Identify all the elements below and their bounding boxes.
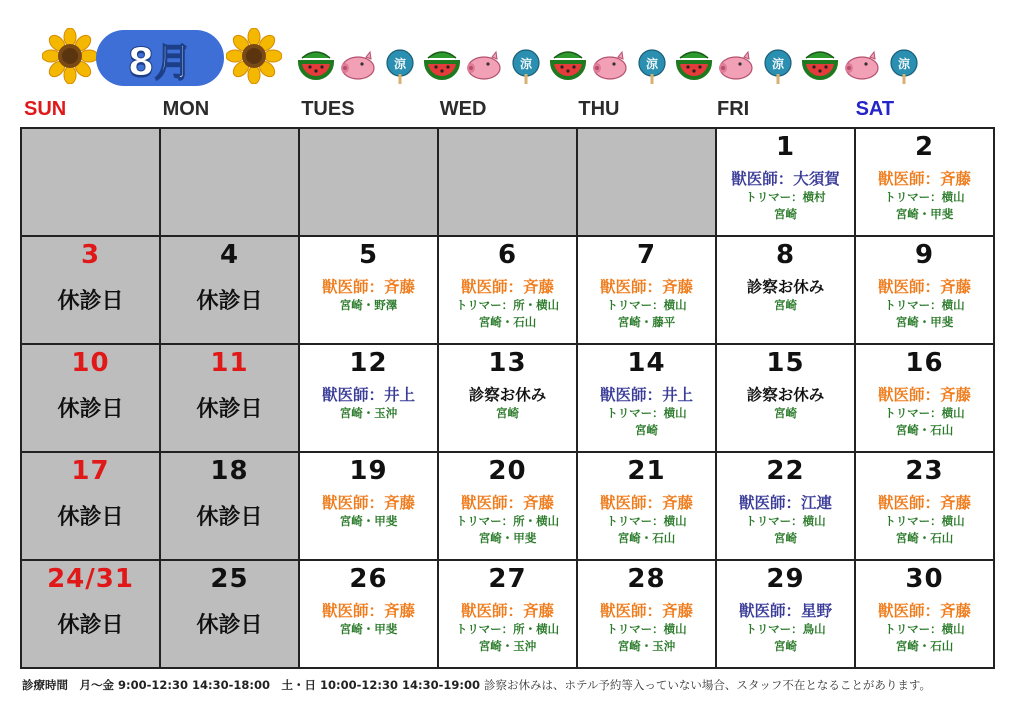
empty-day-cell <box>299 128 438 236</box>
trimmer-label: トリマー：横山 <box>745 514 826 528</box>
fan-kanji-label: 涼 <box>771 57 785 71</box>
veterinarian-label: 獣医師：斉藤 <box>460 494 554 512</box>
weekday-label-thu: THU <box>578 98 620 120</box>
staff-label: 宮崎・野澤 <box>339 298 398 312</box>
calendar-week-row <box>21 128 994 236</box>
day-number: 13 <box>488 348 527 378</box>
uchiwa-fan-icon <box>760 48 796 84</box>
closed-day-label: 休診日 <box>57 505 124 530</box>
closed-day-label: 休診日 <box>57 613 124 638</box>
veterinarian-label: 獣医師：斉藤 <box>599 602 693 620</box>
day-number: 14 <box>627 348 666 378</box>
day-number: 27 <box>488 564 527 594</box>
footer <box>22 677 1012 697</box>
day-number: 19 <box>349 456 388 486</box>
veterinarian-label: 獣医師：井上 <box>599 386 693 404</box>
day-cell-27 <box>438 560 577 668</box>
staff-label: 宮崎・石山 <box>895 639 954 653</box>
uchiwa-fan-icon <box>634 48 670 84</box>
day-cell-8 <box>716 236 855 344</box>
weekday-label-sat: SAT <box>855 98 895 120</box>
veterinarian-label: 獣医師：井上 <box>321 386 415 404</box>
day-number: 11 <box>210 348 249 378</box>
empty-day-cell <box>438 128 577 236</box>
day-cell-4 <box>160 236 299 344</box>
staff-label: 宮崎 <box>496 406 519 420</box>
day-cell-9 <box>855 236 994 344</box>
calendar-week-row <box>21 452 994 560</box>
weekday-label-sun: SUN <box>24 98 67 120</box>
trimmer-label: トリマー：横山 <box>884 406 965 420</box>
day-cell-14 <box>577 344 716 452</box>
day-number: 30 <box>905 564 944 594</box>
veterinarian-label: 獣医師：斉藤 <box>599 494 693 512</box>
trimmer-label: トリマー：横山 <box>606 298 687 312</box>
day-cell-13 <box>438 344 577 452</box>
staff-label: 宮崎・石山 <box>895 423 954 437</box>
watermelon-icon <box>676 48 712 84</box>
staff-label: 宮崎 <box>774 531 797 545</box>
day-number: 17 <box>71 456 110 486</box>
staff-label: 宮崎 <box>635 423 658 437</box>
trimmer-label: トリマー：横山 <box>884 298 965 312</box>
trimmer-label: トリマー：横山 <box>606 622 687 636</box>
weekday-label-fri: FRI <box>717 98 750 120</box>
staff-label: 宮崎 <box>774 207 797 221</box>
veterinarian-label: 獣医師：斉藤 <box>877 386 971 404</box>
day-number: 3 <box>80 240 101 270</box>
trimmer-label: トリマー：横山 <box>884 190 965 204</box>
day-number: 10 <box>71 348 110 378</box>
day-number: 8 <box>775 240 796 270</box>
day-cell-12 <box>299 344 438 452</box>
watermelon-icon <box>298 48 334 84</box>
veterinarian-label: 獣医師：斉藤 <box>877 278 971 296</box>
fan-kanji-label: 涼 <box>393 57 407 71</box>
day-cell-30 <box>855 560 994 668</box>
veterinarian-label: 獣医師：斉藤 <box>321 278 415 296</box>
pig-mosquito-coil-icon <box>340 48 376 84</box>
veterinarian-label: 獣医師：星野 <box>738 602 832 620</box>
trimmer-label: トリマー：所・横山 <box>455 298 560 312</box>
fan-kanji-label: 涼 <box>897 57 911 71</box>
day-number: 4 <box>219 240 240 270</box>
day-number: 15 <box>766 348 805 378</box>
weekday-label-mon: MON <box>162 98 210 120</box>
watermelon-icon <box>424 48 460 84</box>
day-cell-18 <box>160 452 299 560</box>
day-cell-10 <box>21 344 160 452</box>
day-cell-17 <box>21 452 160 560</box>
uchiwa-fan-icon <box>508 48 544 84</box>
day-number: 5 <box>358 240 379 270</box>
day-number: 1 <box>775 132 796 162</box>
closed-day-label: 休診日 <box>196 289 263 314</box>
empty-day-cell <box>160 128 299 236</box>
trimmer-label: トリマー：所・横山 <box>455 622 560 636</box>
day-cell-11 <box>160 344 299 452</box>
day-cell-28 <box>577 560 716 668</box>
closed-day-label: 休診日 <box>196 505 263 530</box>
calendar-week-row <box>21 560 994 668</box>
day-number: 7 <box>636 240 657 270</box>
day-number: 2 <box>914 132 935 162</box>
day-cell-23 <box>855 452 994 560</box>
pig-mosquito-coil-icon <box>466 48 502 84</box>
day-cell-19 <box>299 452 438 560</box>
pig-mosquito-coil-icon <box>592 48 628 84</box>
calendar-grid <box>20 127 995 669</box>
sunflower-icon <box>42 28 98 84</box>
day-number: 22 <box>766 456 805 486</box>
staff-label: 宮崎 <box>774 639 797 653</box>
day-number: 16 <box>905 348 944 378</box>
closed-day-label: 休診日 <box>57 397 124 422</box>
day-number: 12 <box>349 348 388 378</box>
closure-note: 診察お休みは、ホテル予約等入っていない場合、スタッフ不在となることがあります。 <box>484 678 932 692</box>
day-number: 26 <box>349 564 388 594</box>
veterinarian-label: 診察お休み <box>746 386 825 404</box>
empty-day-cell <box>21 128 160 236</box>
closed-day-label: 休診日 <box>196 397 263 422</box>
weekday-label-wed: WED <box>439 98 487 120</box>
day-cell-1 <box>716 128 855 236</box>
summer-decoration-row <box>298 46 978 86</box>
staff-label: 宮崎・甲斐 <box>339 622 398 636</box>
day-cell-2 <box>855 128 994 236</box>
day-number: 29 <box>766 564 805 594</box>
trimmer-label: トリマー：横村 <box>745 190 826 204</box>
weekday-label-tues: TUES <box>301 98 355 120</box>
veterinarian-label: 獣医師：斉藤 <box>460 602 554 620</box>
day-cell-6 <box>438 236 577 344</box>
uchiwa-fan-icon <box>382 48 418 84</box>
staff-label: 宮崎・藤平 <box>617 315 676 329</box>
day-cell-25 <box>160 560 299 668</box>
day-cell-29 <box>716 560 855 668</box>
staff-label: 宮崎・石山 <box>478 315 537 329</box>
staff-label: 宮崎・玉沖 <box>478 639 537 653</box>
day-number: 21 <box>627 456 666 486</box>
trimmer-label: トリマー：横山 <box>606 406 687 420</box>
staff-label: 宮崎・甲斐 <box>478 531 537 545</box>
closed-day-label: 休診日 <box>196 613 263 638</box>
watermelon-icon <box>802 48 838 84</box>
day-cell-20 <box>438 452 577 560</box>
staff-label: 宮崎・石山 <box>895 531 954 545</box>
day-cell-15 <box>716 344 855 452</box>
empty-day-cell <box>577 128 716 236</box>
day-number: 20 <box>488 456 527 486</box>
calendar-header <box>0 0 1024 100</box>
calendar-week-row <box>21 236 994 344</box>
day-number: 6 <box>497 240 518 270</box>
day-cell-5 <box>299 236 438 344</box>
staff-label: 宮崎・玉沖 <box>339 406 398 420</box>
pig-mosquito-coil-icon <box>844 48 880 84</box>
day-number: 18 <box>210 456 249 486</box>
trimmer-label: トリマー：鳥山 <box>745 622 826 636</box>
day-number: 24/31 <box>47 564 134 594</box>
veterinarian-label: 獣医師：大須賀 <box>731 170 840 188</box>
day-number: 23 <box>905 456 944 486</box>
pig-mosquito-coil-icon <box>718 48 754 84</box>
day-cell-24-31 <box>21 560 160 668</box>
veterinarian-label: 獣医師：斉藤 <box>321 494 415 512</box>
day-cell-3 <box>21 236 160 344</box>
day-cell-26 <box>299 560 438 668</box>
uchiwa-fan-icon <box>886 48 922 84</box>
clinic-hours: 診療時間 月～金 9:00-12:30 14:30-18:00 土・日 10:00-12:30 14:30-19:00 <box>22 678 480 692</box>
day-number: 28 <box>627 564 666 594</box>
day-number: 25 <box>210 564 249 594</box>
trimmer-label: トリマー：横山 <box>884 514 965 528</box>
day-cell-22 <box>716 452 855 560</box>
veterinarian-label: 獣医師：斉藤 <box>599 278 693 296</box>
sunflower-icon <box>226 28 282 84</box>
staff-label: 宮崎・甲斐 <box>895 207 954 221</box>
veterinarian-label: 獣医師：斉藤 <box>460 278 554 296</box>
veterinarian-label: 獣医師：斉藤 <box>877 602 971 620</box>
veterinarian-label: 獣医師：斉藤 <box>877 170 971 188</box>
veterinarian-label: 診察お休み <box>746 278 825 296</box>
calendar-week-row <box>21 344 994 452</box>
trimmer-label: トリマー：横山 <box>884 622 965 636</box>
day-cell-16 <box>855 344 994 452</box>
veterinarian-label: 獣医師：斉藤 <box>321 602 415 620</box>
veterinarian-label: 診察お休み <box>468 386 547 404</box>
month-title: 8月 <box>96 30 224 86</box>
staff-label: 宮崎・甲斐 <box>339 514 398 528</box>
veterinarian-label: 獣医師：斉藤 <box>877 494 971 512</box>
veterinarian-label: 獣医師：江連 <box>738 494 832 512</box>
staff-label: 宮崎・甲斐 <box>895 315 954 329</box>
day-cell-21 <box>577 452 716 560</box>
fan-kanji-label: 涼 <box>645 57 659 71</box>
fan-kanji-label: 涼 <box>519 57 533 71</box>
watermelon-icon <box>550 48 586 84</box>
staff-label: 宮崎・石山 <box>617 531 676 545</box>
weekday-header-row <box>20 98 990 126</box>
staff-label: 宮崎 <box>774 298 797 312</box>
day-cell-7 <box>577 236 716 344</box>
trimmer-label: トリマー：所・横山 <box>455 514 560 528</box>
staff-label: 宮崎 <box>774 406 797 420</box>
trimmer-label: トリマー：横山 <box>606 514 687 528</box>
staff-label: 宮崎・玉沖 <box>617 639 676 653</box>
closed-day-label: 休診日 <box>57 289 124 314</box>
day-number: 9 <box>914 240 935 270</box>
